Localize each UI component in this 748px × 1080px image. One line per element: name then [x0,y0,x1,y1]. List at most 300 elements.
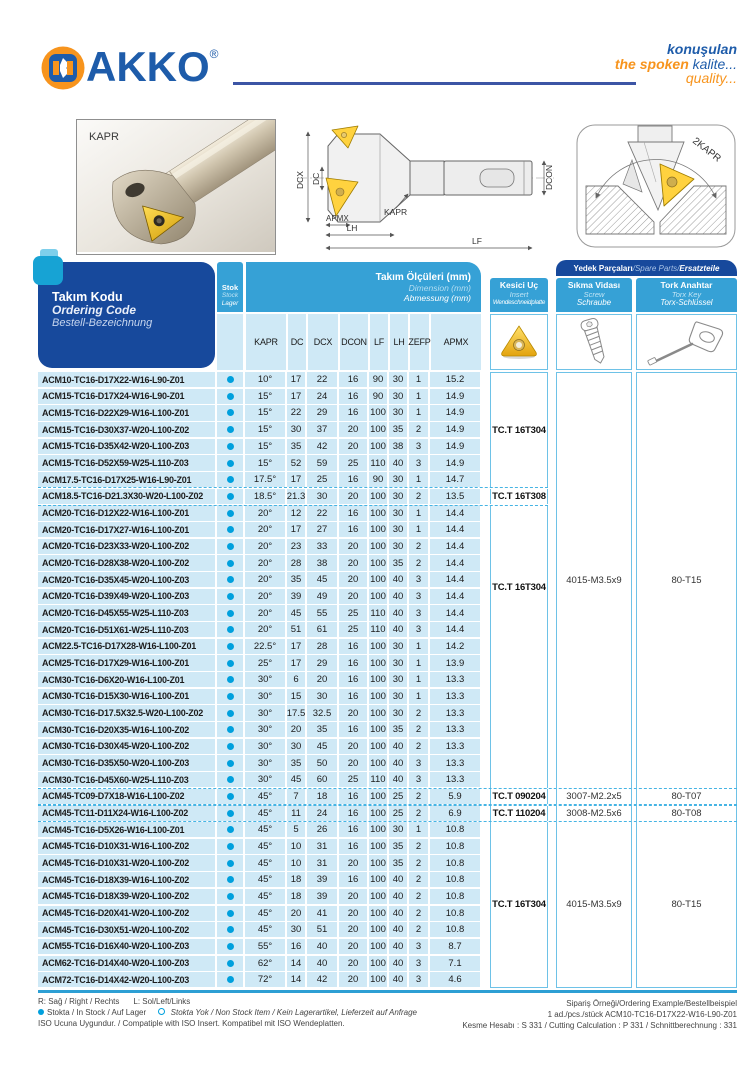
insert-group-cell [490,822,548,987]
dimension-cell: 25 [339,605,367,620]
column-header-kapr: KAPR [246,314,286,370]
dimension-cell: 100 [369,872,387,887]
dimension-cell: 30° [245,755,285,770]
in-stock-dot-icon [227,760,234,767]
dimension-cell: 45° [245,822,285,837]
column-header-dc: DC [288,314,306,370]
ordering-code-cell: ACM17.5-TC16-D17X25-W16-L90-Z01 [38,472,215,487]
dimension-cell: 39 [307,872,337,887]
dimension-cell: 13.3 [430,722,480,737]
dimension-cell: 40 [307,939,337,954]
dimensions-header-de: Abmessung (mm) [403,293,471,303]
dimension-cell: 100 [369,972,387,987]
stock-cell [217,455,243,470]
footer-non-stock-label: Stokta Yok / Non Stock Item / Kein Lagerartikel, Lieferzeit auf Anfrage [170,1008,417,1017]
dimension-cell: 30 [287,922,305,937]
dimension-cell: 35 [389,422,407,437]
dimension-cell: 20 [339,755,367,770]
dimension-cell: 59 [307,455,337,470]
in-stock-dot-icon [227,376,234,383]
dimension-cell: 14.4 [430,572,480,587]
dimension-cell: 1 [409,672,428,687]
tool-photo-image [77,120,275,252]
table-row [38,405,737,422]
ordering-code-cell: ACM15-TC16-D22X29-W16-L100-Z01 [38,405,215,420]
dimension-cell: 45 [287,772,305,787]
screw-group-cell-label: 3008-M2.5x6 [566,807,622,819]
dimension-cell: 22.5° [245,639,285,654]
ordering-code-cell: ACM45-TC11-D11X24-W16-L100-Z02 [38,805,215,820]
dimension-cell: 20° [245,555,285,570]
dimension-cell: 5 [287,822,305,837]
dimension-cell: 100 [369,539,387,554]
dimension-cell: 20° [245,539,285,554]
dimension-cell: 1 [409,689,428,704]
ordering-code-cell: ACM20-TC16-D45X55-W25-L110-Z03 [38,605,215,620]
in-stock-dot-icon [227,526,234,533]
torx-header-tr: Tork Anahtar [660,280,713,290]
table-row [38,422,737,439]
ordering-code-cell: ACM22.5-TC16-D17X28-W16-L100-Z01 [38,639,215,654]
dimension-cell: 28 [287,555,305,570]
stock-cell [217,956,243,971]
dimension-cell: 40 [389,755,407,770]
spare-parts-header [556,260,737,276]
ordering-code-header-en: Ordering Code [52,303,137,317]
stock-cell [217,572,243,587]
dimension-cell: 29 [307,655,337,670]
dimension-cell: 100 [369,555,387,570]
stock-cell [217,922,243,937]
dimension-cell: 4.6 [430,972,480,987]
stock-cell [217,805,243,820]
dimension-cell: 15.2 [430,372,480,387]
dimension-cell: 11 [287,805,305,820]
dimension-cell: 1 [409,372,428,387]
insert-group-cell-label: TC.T 16T308 [492,490,546,502]
dimension-cell: 3 [409,572,428,587]
dimension-cell: 18.5° [245,489,285,504]
dimension-cell: 2 [409,906,428,921]
dimension-drawing [292,122,562,254]
dimension-cell: 16 [339,872,367,887]
in-stock-dot-icon [227,643,234,650]
dimension-cell: 2 [409,872,428,887]
in-stock-dot-icon [227,610,234,617]
in-stock-dot-icon [227,910,234,917]
insert-group-cell-label: TC.T 16T304 [492,899,546,911]
in-stock-dot-icon [227,710,234,717]
dimension-cell: 3 [409,939,428,954]
dimension-cell: 2 [409,489,428,504]
dimension-cell: 100 [369,522,387,537]
dimension-cell: 15 [287,689,305,704]
dimension-cell: 35 [389,555,407,570]
dimension-cell: 1 [409,822,428,837]
dimension-cell: 13.3 [430,739,480,754]
dimension-cell: 20 [339,439,367,454]
ordering-code-cell: ACM20-TC16-D39X49-W20-L100-Z03 [38,589,215,604]
dimension-cell: 100 [369,639,387,654]
dimension-cell: 100 [369,755,387,770]
dimension-cell: 40 [389,572,407,587]
dimension-cell: 25 [389,789,407,804]
torx-header-en: Torx Key [671,289,702,299]
screw-group-cell [556,372,632,788]
screw-column-header [556,278,632,312]
screw-group-cell-label: 4015-M3.5x9 [566,899,622,911]
dimension-cell: 16 [339,839,367,854]
torx-image-cell [636,314,737,370]
screw-group-cell [556,806,632,821]
dimension-cell: 13.9 [430,655,480,670]
dimension-cell: 16 [339,522,367,537]
dimension-cell: 1 [409,655,428,670]
screw-header-en: Screw [583,289,605,299]
ordering-code-cell: ACM45-TC16-D18X39-W16-L100-Z02 [38,872,215,887]
dimension-cell: 1 [409,639,428,654]
column-header-zefp: ZEFP [410,314,429,370]
in-stock-dot-icon [227,626,234,633]
dimension-cell: 72° [245,972,285,987]
footer-stock-legend [38,1007,417,1018]
in-stock-dot-icon [227,976,234,983]
footer-in-stock-label: Stokta / In Stock / Auf Lager [47,1008,147,1017]
dimension-cell: 35 [307,722,337,737]
dimension-cell: 40 [389,739,407,754]
dimension-cell: 15° [245,405,285,420]
table-body [38,372,737,990]
dimension-cell: 10.8 [430,922,480,937]
dimension-cell: 3 [409,605,428,620]
dimension-cell: 7 [287,789,305,804]
dimension-cell: 60 [307,772,337,787]
table-row [38,472,737,489]
in-stock-dot-icon [227,593,234,600]
table-row [38,939,737,956]
dimension-cell: 17 [287,472,305,487]
ordering-code-cell: ACM15-TC16-D52X59-W25-L110-Z03 [38,455,215,470]
dimension-cell: 50 [307,755,337,770]
ordering-code-cell: ACM45-TC16-D10X31-W16-L100-Z02 [38,839,215,854]
dimension-cell: 30 [389,705,407,720]
dimension-cell: 100 [369,689,387,704]
dimension-cell: 35 [389,855,407,870]
in-stock-dot-icon [227,493,234,500]
dimension-cell: 20 [339,739,367,754]
insert-group-cell [490,806,548,821]
dimension-cell: 100 [369,655,387,670]
stock-subheader-cell [217,314,243,370]
photo-kapr-label: KAPR [89,131,119,143]
insert-group-cell [490,372,548,487]
dimension-cell: 110 [369,455,387,470]
stock-column-header [217,262,243,312]
dimension-cell: 25° [245,655,285,670]
dimension-cell: 22 [307,372,337,387]
brand-logo-text: AKKO [86,43,210,90]
dimension-cell: 100 [369,489,387,504]
spare-parts-sep1: / [632,263,635,273]
akko-logo-icon [40,45,86,91]
in-stock-dot-icon [227,576,234,583]
dimension-cell: 16 [339,655,367,670]
angle-drawing [574,122,738,250]
dimension-cell: 100 [369,672,387,687]
table-row [38,439,737,456]
dimension-cell: 10 [287,855,305,870]
dimension-cell: 42 [307,972,337,987]
dimension-cell: 1 [409,389,428,404]
dimension-cell: 10.8 [430,906,480,921]
dimension-cell: 12 [287,505,305,520]
dim-label-dcon: DCON [544,164,554,190]
dimension-cell: 10° [245,372,285,387]
ordering-code-cell: ACM30-TC16-D30X45-W20-L100-Z02 [38,739,215,754]
table-row [38,906,737,923]
dimension-cell: 1 [409,472,428,487]
insert-group-cell [490,505,548,787]
table-row [38,772,737,789]
dimension-cell: 30 [287,739,305,754]
dimension-cell: 30 [389,672,407,687]
dimension-cell: 30° [245,722,285,737]
dimension-cell: 25 [339,622,367,637]
dimension-drawing-image [292,122,562,254]
dimension-cell: 2 [409,805,428,820]
dimension-cell: 100 [369,939,387,954]
dimension-cell: 2 [409,739,428,754]
dimension-cell: 14.4 [430,622,480,637]
dimension-cell: 2 [409,705,428,720]
in-stock-dot-icon [38,1009,44,1015]
insert-column-header [490,278,548,312]
screw-group-cell [556,822,632,987]
torx-column-header [636,278,737,312]
dimension-cell: 45° [245,855,285,870]
dimension-cell: 45 [307,739,337,754]
stock-cell [217,772,243,787]
insert-header-de: Wendeschneidplatte [492,299,546,306]
dimension-cell: 20° [245,622,285,637]
dimension-cell: 10 [287,839,305,854]
dimension-cell: 14.4 [430,505,480,520]
dimension-cell: 6.9 [430,805,480,820]
in-stock-dot-icon [227,660,234,667]
ordering-code-cell: ACM55-TC16-D16X40-W20-L100-Z03 [38,939,215,954]
footer-order-example [462,998,737,1031]
dimension-cell: 22 [307,505,337,520]
ordering-code-header [38,262,215,368]
dimension-cell: 33 [307,539,337,554]
dimension-cell: 25 [389,805,407,820]
dimension-cell: 45 [287,605,305,620]
torx-key-icon [645,317,729,367]
dimension-cell: 16 [339,689,367,704]
table-row [38,689,737,706]
dimension-cell: 16 [339,405,367,420]
stock-cell [217,755,243,770]
footer-iso-note: ISO Ucuna Uygundur. / Compatiple with ISO Insert. Kompatibel mit ISO Wendeplatten. [38,1019,345,1028]
screw-group-cell-label: 4015-M3.5x9 [566,574,622,586]
dimension-cell: 30 [389,689,407,704]
stock-cell [217,789,243,804]
tool-photo [76,119,276,255]
insert-header-en: Insert [509,289,529,299]
dimension-cell: 13.3 [430,689,480,704]
stock-cell [217,622,243,637]
dimension-cell: 100 [369,822,387,837]
dimension-cell: 25 [339,772,367,787]
dimension-cell: 16 [339,372,367,387]
in-stock-dot-icon [227,693,234,700]
stock-cell [217,889,243,904]
torx-group-cell-label: 80-T15 [671,899,702,911]
triangle-insert-icon [498,323,540,361]
in-stock-dot-icon [227,743,234,750]
insert-group-cell-label: TC.T 16T304 [492,581,546,593]
dimension-cell: 20° [245,572,285,587]
footer-rl-left: L: Sol/Left/Links [133,997,191,1006]
dimension-cell: 17.5° [245,472,285,487]
dimension-cell: 30 [287,422,305,437]
dimension-cell: 14 [287,972,305,987]
ordering-code-cell: ACM45-TC16-D10X31-W20-L100-Z02 [38,855,215,870]
dimension-cell: 55° [245,939,285,954]
stock-cell [217,422,243,437]
ordering-code-cell: ACM30-TC16-D20X35-W16-L100-Z02 [38,722,215,737]
table-row [38,855,737,872]
dimension-cell: 40 [389,956,407,971]
footer-rl-note [38,996,417,1007]
ordering-code-cell: ACM15-TC16-D17X24-W16-L90-Z01 [38,389,215,404]
torx-group-cell [636,789,737,804]
spare-parts-sep2: / [677,263,680,273]
dimension-cell: 29 [307,405,337,420]
dimension-cell: 20° [245,589,285,604]
table-row [38,489,737,506]
dimension-cell: 100 [369,572,387,587]
stock-cell [217,555,243,570]
spare-parts-de: Ersatzteile [679,263,720,273]
dimension-cell: 17 [287,639,305,654]
in-stock-dot-icon [227,843,234,850]
table-row [38,555,737,572]
torx-group-cell [636,822,737,987]
dimension-cell: 30 [389,372,407,387]
in-stock-dot-icon [227,926,234,933]
dimension-cell: 22 [287,405,305,420]
in-stock-dot-icon [227,560,234,567]
stock-cell [217,389,243,404]
table-row [38,755,737,772]
in-stock-dot-icon [227,476,234,483]
dimension-cell: 10.8 [430,889,480,904]
insert-header-tr: Kesici Uç [499,280,539,290]
table-row [38,672,737,689]
dimension-column-labels [246,314,483,370]
dimension-cell: 3 [409,455,428,470]
torx-header-de: Torx-Schlüssel [660,298,713,307]
ordering-code-cell: ACM25-TC16-D17X29-W16-L100-Z01 [38,655,215,670]
dimension-cell: 52 [287,455,305,470]
dimension-cell: 31 [307,839,337,854]
dimension-cell: 1 [409,522,428,537]
dimension-cell: 3 [409,772,428,787]
dimension-cell: 16 [339,805,367,820]
order-example-title: Sipariş Örneği/Ordering Example/Bestellbeispiel [566,999,737,1008]
table-row [38,655,737,672]
ordering-code-cell: ACM30-TC16-D45X60-W25-L110-Z03 [38,772,215,787]
screw-image-cell [556,314,632,370]
dimension-cell: 35 [287,572,305,587]
dimension-cell: 100 [369,805,387,820]
dimension-cell: 17 [287,522,305,537]
dimension-cell: 40 [389,605,407,620]
dimension-cell: 62° [245,956,285,971]
dimension-cell: 14.9 [430,422,480,437]
dimension-cell: 24 [307,805,337,820]
dimension-cell: 30 [389,822,407,837]
dimension-cell: 15° [245,389,285,404]
dimension-cell: 2 [409,855,428,870]
stock-cell [217,722,243,737]
dimension-cell: 18 [287,872,305,887]
dimension-cell: 14.9 [430,405,480,420]
dimension-cell: 2 [409,839,428,854]
dimension-cell: 14 [287,956,305,971]
table-row [38,622,737,639]
in-stock-dot-icon [227,960,234,967]
dimension-cell: 45° [245,839,285,854]
cutting-calculation-note: Kesme Hesabı : S 331 / Cutting Calculation : P 331 / Schnittberechnung : 331 [462,1021,737,1030]
dimension-cell: 100 [369,739,387,754]
dimension-cell: 100 [369,439,387,454]
tagline-turkish: konuşulan [666,41,737,57]
ordering-code-cell: ACM20-TC16-D51X61-W25-L110-Z03 [38,622,215,637]
dimension-cell: 23 [287,539,305,554]
column-header-dcx: DCX [308,314,338,370]
ordering-code-cell: ACM15-TC16-D35X42-W20-L100-Z03 [38,439,215,454]
table-row [38,739,737,756]
dimension-cell: 25 [339,455,367,470]
torx-group-cell-label: 80-T07 [671,791,702,803]
ordering-code-cell: ACM18.5-TC16-D21.3X30-W20-L100-Z02 [38,489,215,504]
dim-label-apmx: APMX [326,214,349,223]
stock-header-tr: Stok [221,283,239,292]
dimension-cell: 2 [409,889,428,904]
table-row [38,956,737,973]
dimension-cell: 40 [389,939,407,954]
dimension-cell: 2 [409,722,428,737]
dimension-cell: 20 [287,906,305,921]
dimension-cell: 14.9 [430,455,480,470]
dimension-cell: 45° [245,922,285,937]
dimension-cell: 15° [245,455,285,470]
dimension-cell: 30° [245,672,285,687]
dimension-cell: 30 [389,489,407,504]
screw-group-cell-label: 3007-M2.2x5 [566,791,622,803]
dimension-cell: 40 [389,906,407,921]
dimension-cell: 20 [339,956,367,971]
dimension-cell: 110 [369,605,387,620]
dimension-cell: 10.8 [430,855,480,870]
table-row [38,722,737,739]
dimension-cell: 20 [339,555,367,570]
dimension-cell: 30 [389,472,407,487]
in-stock-dot-icon [227,826,234,833]
dimension-cell: 3 [409,972,428,987]
